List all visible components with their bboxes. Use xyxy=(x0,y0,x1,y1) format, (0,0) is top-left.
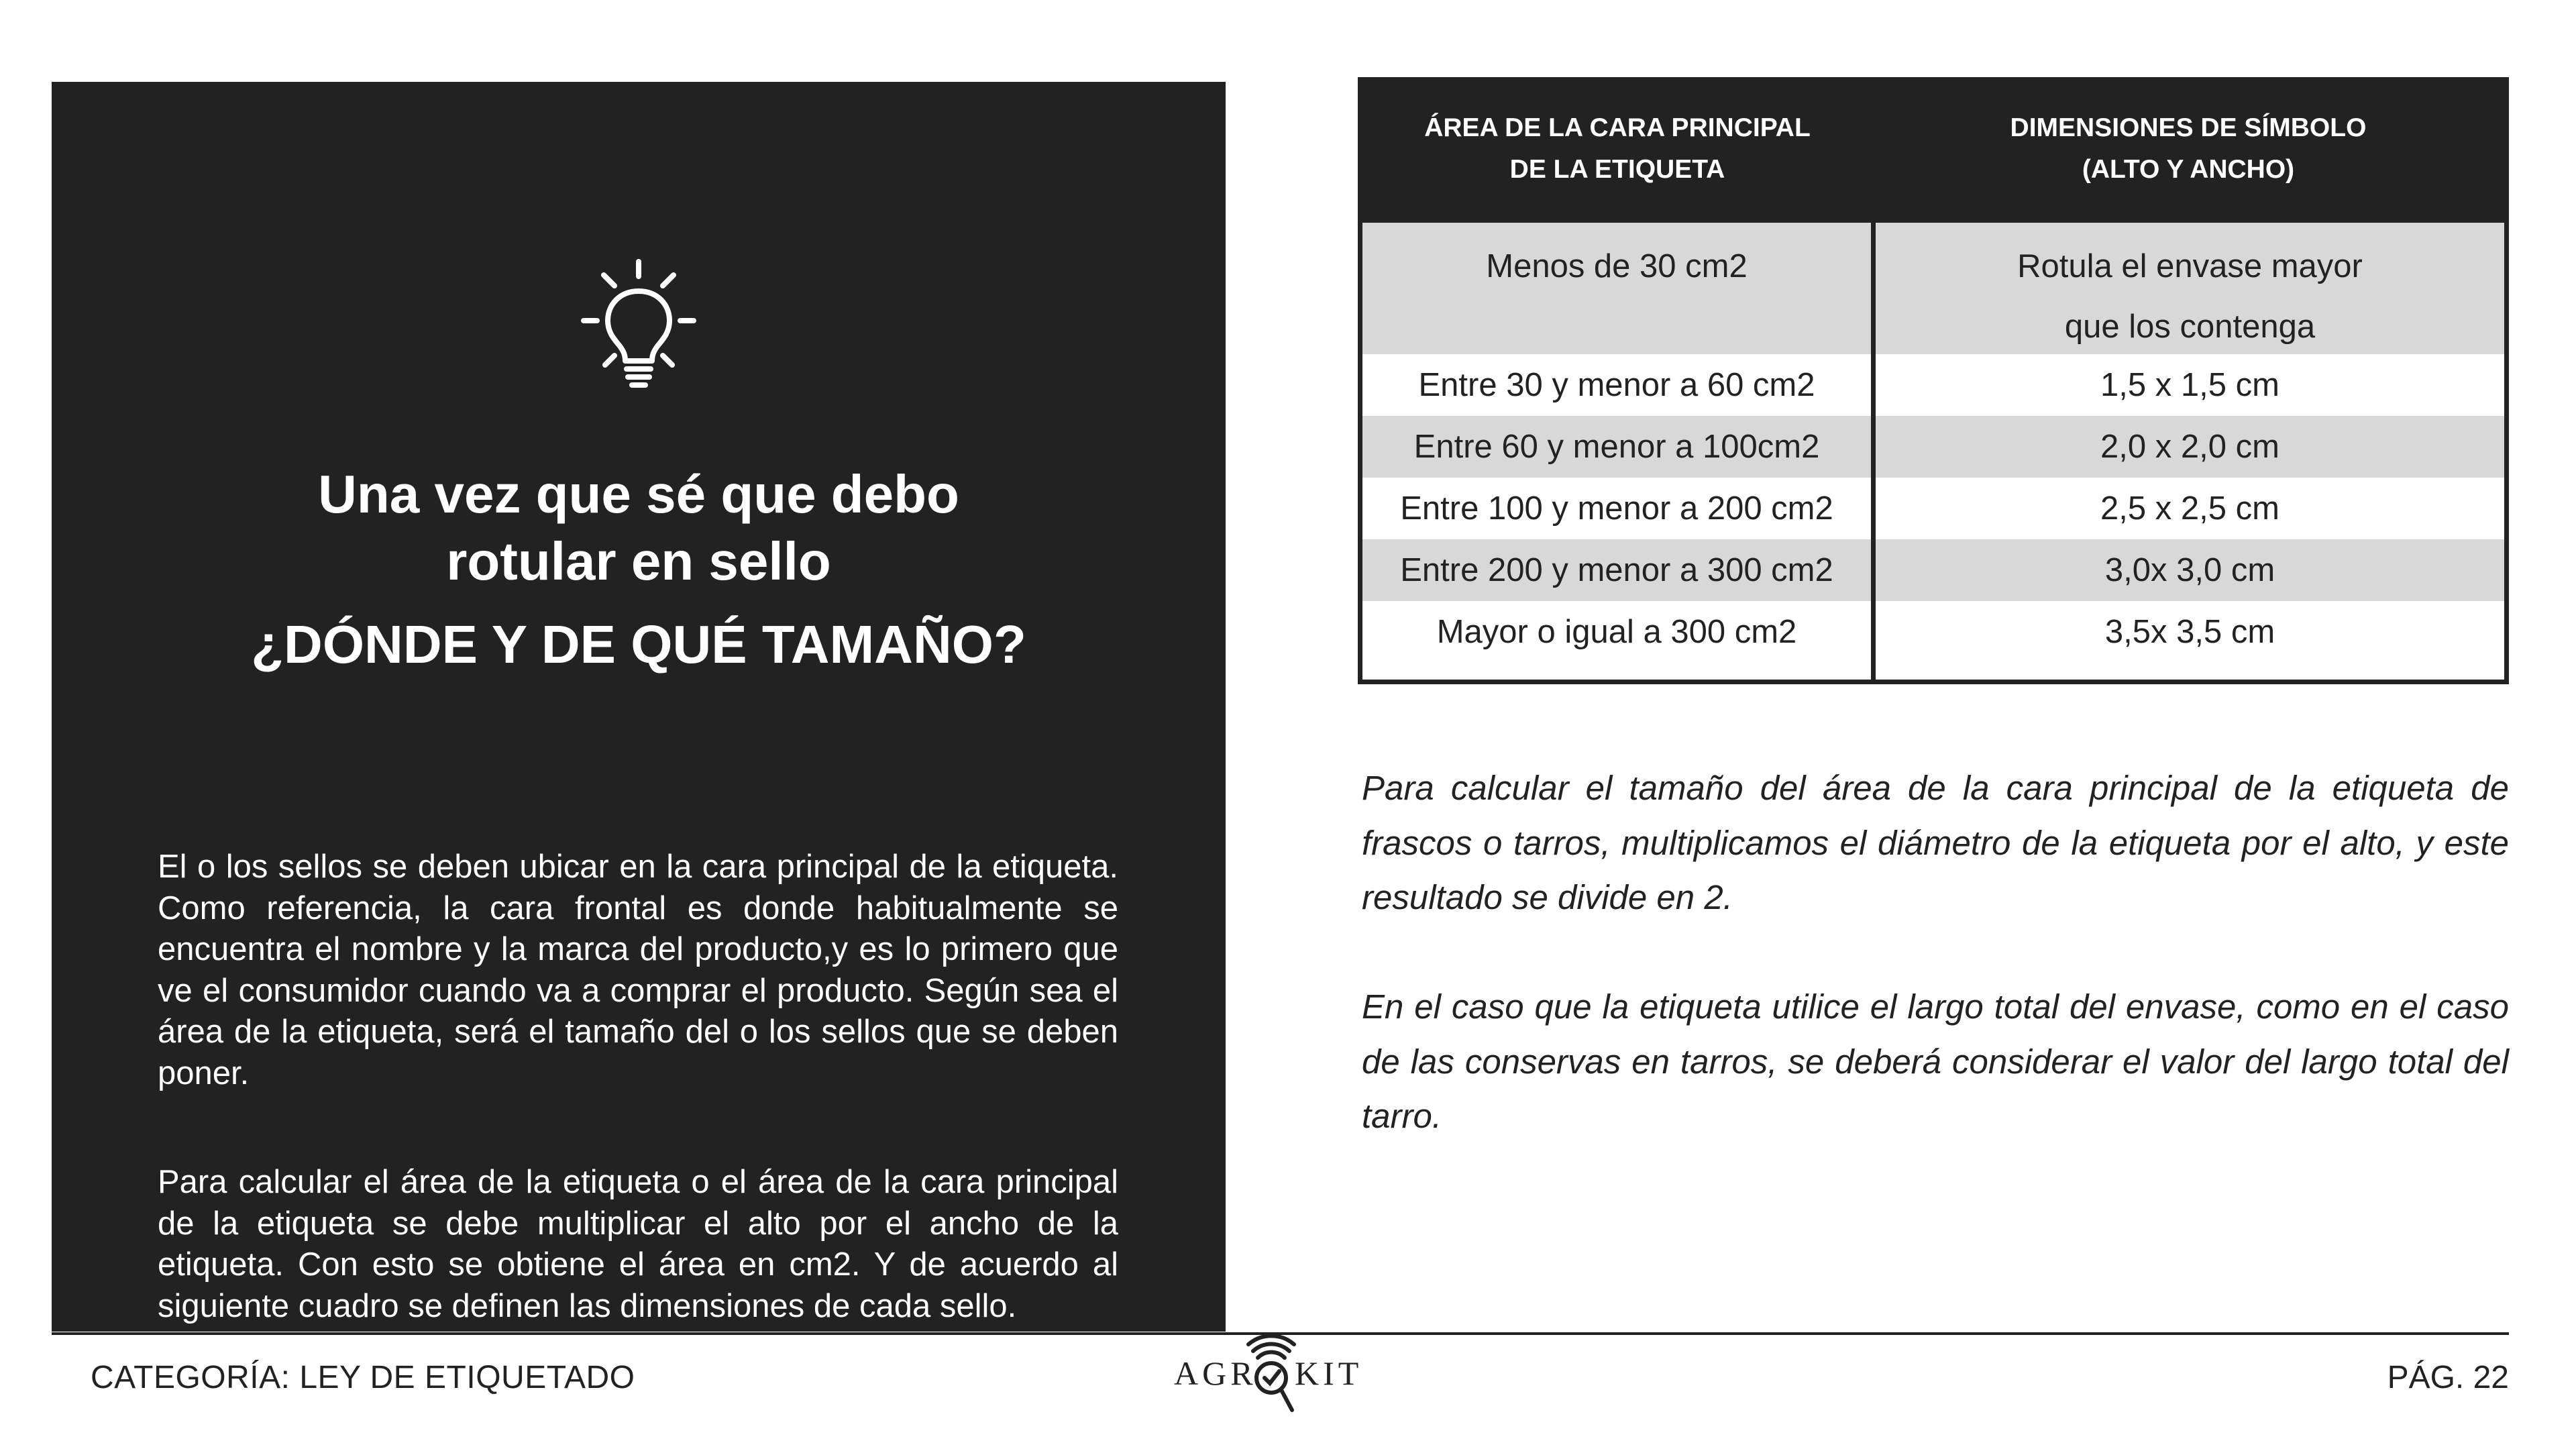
cell-area: Entre 100 y menor a 200 cm2 xyxy=(1400,490,1833,527)
cell-dimension: 2,0 x 2,0 cm xyxy=(2100,429,2279,465)
table-row xyxy=(1362,478,2504,539)
cell-dimension xyxy=(1876,243,2504,364)
header-dim-line-1: DIMENSIONES DE SÍMBOLO xyxy=(2010,113,2367,142)
header-dimensions xyxy=(1872,107,2504,191)
logo-text-right: KIT xyxy=(1295,1354,1363,1392)
cell-dimension: 1,5 x 1,5 cm xyxy=(2100,367,2279,403)
cell-dimension: 2,5 x 2,5 cm xyxy=(2100,490,2279,527)
cell-area: Menos de 30 cm2 xyxy=(1486,248,1748,284)
header-area-line-1: ÁREA DE LA CARA PRINCIPAL xyxy=(1424,113,1811,142)
note-full-length-label: En el caso que la etiqueta utilice el largo total del envase, como en el caso de las conservas en tarros, se deberá considerar el valor del largo total del tarro. xyxy=(1362,987,2509,1135)
logo-magnifier-icon xyxy=(1248,1336,1294,1410)
header-dim-line-2: (ALTO Y ANCHO) xyxy=(2082,155,2295,184)
table-row xyxy=(1362,601,2504,682)
table-row xyxy=(1362,416,2504,478)
cell-area: Entre 200 y menor a 300 cm2 xyxy=(1400,552,1833,588)
seal-size-table xyxy=(1358,77,2509,684)
cell-dimension-line-2: que los contenga xyxy=(2064,309,2316,345)
table-row xyxy=(1362,354,2504,416)
cell-area: Mayor o igual a 300 cm2 xyxy=(1436,614,1797,650)
heading-question: ¿DÓNDE Y DE QUÉ TAMAÑO? xyxy=(251,614,1026,674)
note-jar-area: Para calcular el tamaño del área de la cara principal de la etiqueta de frascos o tarros, multiplicamos el diámetro de la etiqueta por el alto, y este resultado se divide en 2. xyxy=(1362,769,2509,916)
cell-area: Entre 30 y menor a 60 cm2 xyxy=(1418,367,1815,403)
cell-dimension: 3,5x 3,5 cm xyxy=(2104,614,2275,650)
lightbulb-icon xyxy=(580,258,698,392)
heading-line-2: rotular en sello xyxy=(446,531,831,591)
table-row xyxy=(1362,539,2504,601)
header-area-line-2: DE LA ETIQUETA xyxy=(1509,155,1725,184)
page-number: PÁG. 22 xyxy=(2387,1360,2509,1395)
cell-dimension: 3,0x 3,0 cm xyxy=(2104,552,2275,588)
cell-dimension-line-1: Rotula el envase mayor xyxy=(2017,248,2363,284)
paragraph-area-calculation: Para calcular el área de la etiqueta o el área de la cara principal de la etiqueta se debe multiplicar el alto por el ancho de la etiqueta. Con esto se obtiene el área en cm2. Y de acuerdo al siguiente cuadro se definen las dimensiones de cada sello. xyxy=(158,1164,1118,1324)
cell-area: Entre 60 y menor a 100cm2 xyxy=(1413,429,1820,465)
logo-text-left: AGR xyxy=(1174,1354,1257,1392)
panel-heading xyxy=(52,461,1226,678)
agrokit-logo xyxy=(1167,1335,1368,1429)
table-column-divider xyxy=(1871,223,1876,680)
info-panel xyxy=(52,82,1226,1332)
paragraph-seal-location: El o los sellos se deben ubicar en la cara principal de la etiqueta. Como referencia, la cara frontal es donde habitualmente se encuentra el nombre y la marca del producto,y es lo primero que ve el consumidor cuando va a comprar el producto. Según sea el área de la etiqueta, será el tamaño del o los sellos que se deben poner. xyxy=(158,849,1118,1091)
header-area xyxy=(1362,107,1872,191)
heading-line-1: Una vez que sé que debo xyxy=(318,464,959,524)
footer-category: CATEGORÍA: LEY DE ETIQUETADO xyxy=(91,1360,635,1395)
table-row xyxy=(1362,223,2504,354)
table-header xyxy=(1362,82,2504,223)
